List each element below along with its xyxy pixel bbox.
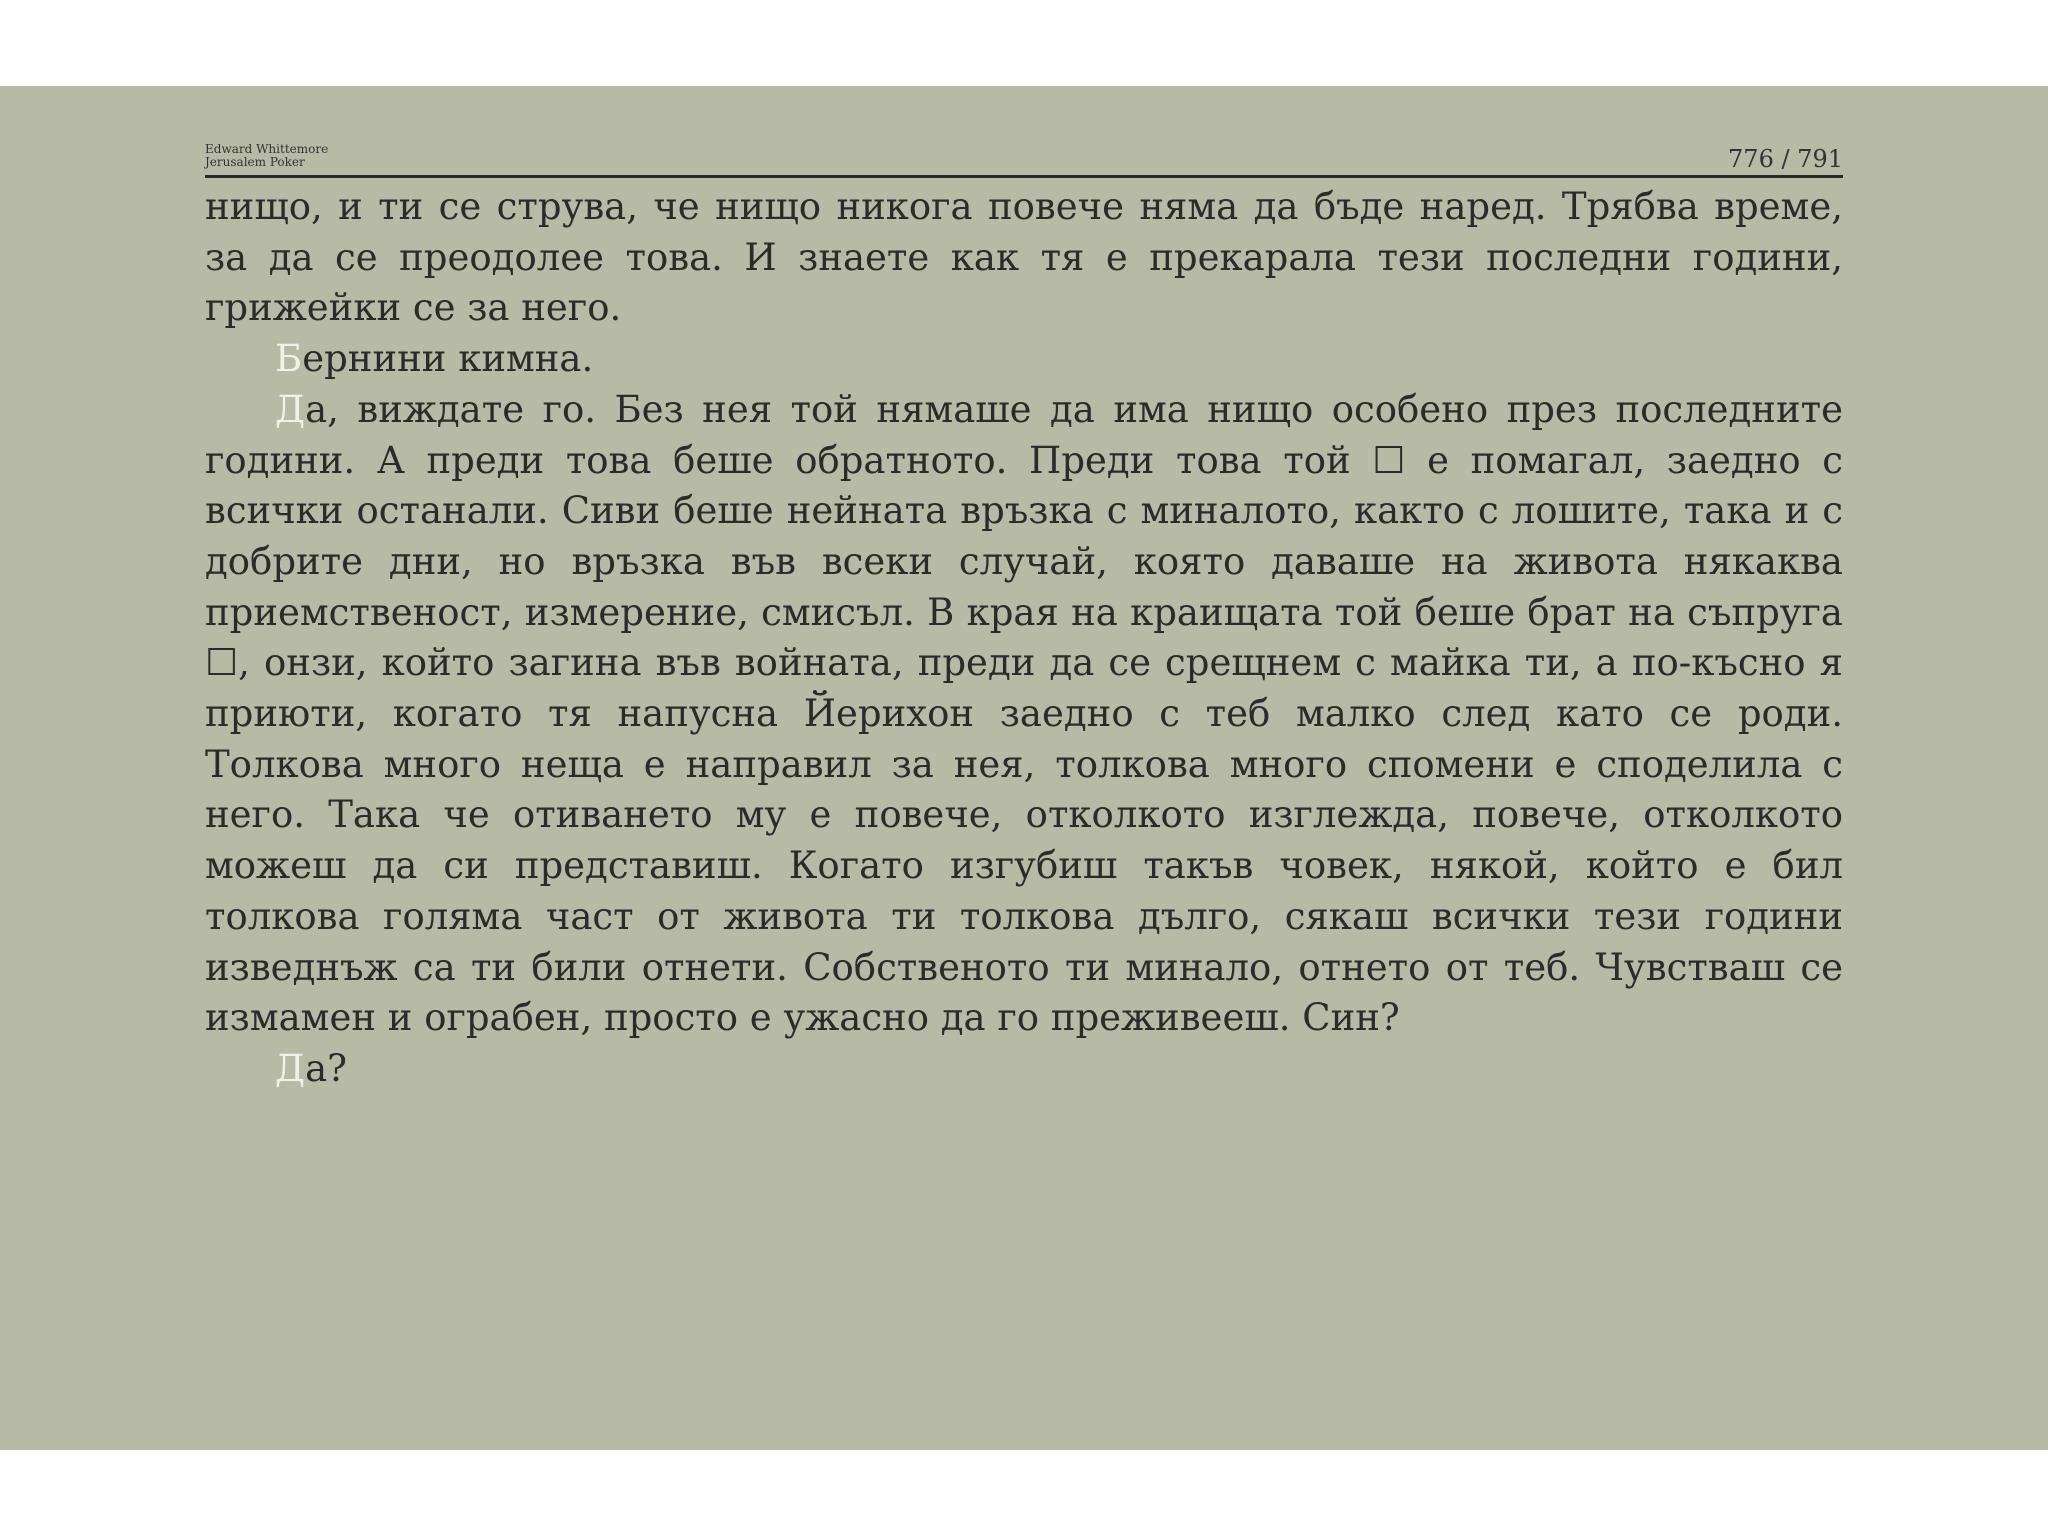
paragraph-4	[205, 1044, 1843, 1095]
paragraph-3-text: а, виждате го. Без нея той нямаше да има нищо особено през последните години. А преди това беше обратното. Преди това той ☐ е помагал, заедно с всички останали. Сиви беше нейната връзка с миналото, както с лошите, така и с добрите дни, но връзка във всеки случай, която даваше на живота някаква приемственост, измерение, смисъл. В края на краищата той беше брат на съпруга ☐, онзи, който загина във войната, преди да се срещнем с майка ти, а по-късно я приюти, когато тя напусна Йерихон заедно с теб малко след като се роди. Толкова много неща е направил за нея, толкова много спомени е споделила с него. Така че отиването му е повече, отколкото изглежда, повече, отколкото можеш да си представиш. Когато изгубиш такъв човек, някой, който е бил толкова голяма част от живота ти толкова дълго, сякаш всички тези години изведнъж са ти били отнети. Собственото ти минало, отнето от теб. Чувстваш се измамен и ограбен, просто е ужасно да го преживееш. Син?	[205, 387, 1843, 1040]
header-book-title: Jerusalem Poker	[205, 155, 305, 169]
page-header	[205, 135, 1843, 178]
header-book-info	[205, 143, 328, 169]
paragraph-3-initial: Д	[275, 387, 306, 431]
paragraph-4-initial: Д	[275, 1046, 306, 1090]
paragraph-3	[205, 385, 1843, 1044]
paragraph-2-text: ернини кимна.	[302, 337, 594, 381]
page-text	[205, 182, 1843, 1095]
paragraph-2	[205, 334, 1843, 385]
paragraph-2-initial: Б	[275, 337, 303, 381]
paragraph-1: нищо, и ти се струва, че нищо никога повече няма да бъде наред. Трябва време, за да се преодолее това. И знаете как тя е прекарала тези последни години, грижейки се за него.	[205, 185, 1843, 330]
paragraph-4-text: а?	[305, 1046, 347, 1090]
page-counter: 776 / 791	[1728, 145, 1843, 173]
header-author: Edward Whittemore	[205, 142, 329, 156]
